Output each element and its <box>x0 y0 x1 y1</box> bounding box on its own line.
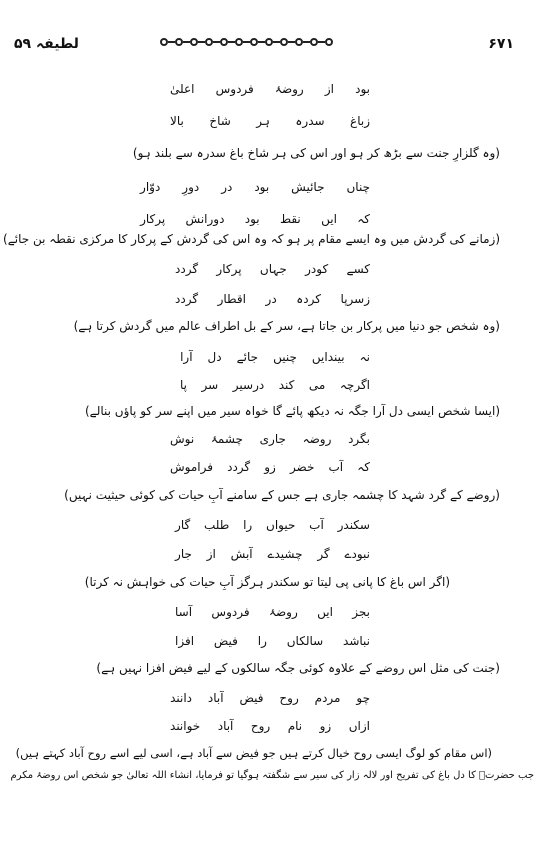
verse-word: ایں <box>317 605 333 619</box>
verse-word: اگرچہ <box>339 378 370 392</box>
verse-word: گردد <box>175 292 199 306</box>
verse-line <box>175 547 370 561</box>
verse-word: جائے <box>236 350 259 364</box>
translation-gloss: (اگر اس باغ کا پانی پی لیتا تو سکندر ہرگز آبِ حیات کی خواہش نہ کرتا) <box>84 575 450 589</box>
verse-word: بود <box>355 82 370 96</box>
verse-word: افزا <box>175 634 195 648</box>
verse-word: بجز <box>352 605 370 619</box>
verse-word: سر <box>201 378 219 392</box>
verse-word: کردہ <box>296 292 321 306</box>
translation-gloss: (جنت کی مثل اس روضے کے علاوہ کوئی جگہ سالکوں کے لیے فیض افزا نہیں ہے) <box>96 661 500 675</box>
verse-word: روح <box>250 719 271 733</box>
verse-word: را <box>243 518 253 532</box>
verse-line <box>170 82 370 96</box>
verse-word: در <box>265 292 277 306</box>
verse-word: اقطار <box>217 292 246 306</box>
verse-word: درسیر <box>232 378 265 392</box>
verse-word: فیض <box>239 691 264 705</box>
verse-word: در <box>221 180 233 194</box>
verse-word: سالکاں <box>286 634 324 648</box>
verse-word: را <box>257 634 267 648</box>
verse-word: از <box>206 547 216 561</box>
verse-line <box>140 180 370 194</box>
verse-line <box>175 634 370 648</box>
verse-word: گردد <box>175 262 199 276</box>
verse-word: سدرہ <box>295 114 325 128</box>
verse-word: نوش <box>170 432 195 446</box>
verse-word: دورانش <box>185 212 225 226</box>
verse-word: شاخ <box>209 114 231 128</box>
verse-word: فیض <box>213 634 238 648</box>
verse-line <box>175 262 370 276</box>
verse-word: ازاں <box>348 719 370 733</box>
verse-word: آباد <box>217 719 234 733</box>
verse-word: بود <box>244 212 260 226</box>
verse-word: آب <box>309 518 324 532</box>
translation-gloss: (روضے کے گرد شہد کا چشمہ جاری ہے جس کے سامنے آبِ حیات کی کوئی حیثیت نہیں) <box>64 488 500 502</box>
verse-word: مردم <box>314 691 341 705</box>
verse-word: آب <box>328 460 344 474</box>
verse-word: آرا <box>180 350 193 364</box>
verse-word: می <box>308 378 326 392</box>
verse-word: جائیش <box>291 180 325 194</box>
verse-word: بیندایں <box>311 350 345 364</box>
verse-word: آسا <box>175 605 193 619</box>
verse-word: حیواں <box>266 518 296 532</box>
verse-word: ایں <box>321 212 337 226</box>
header-ornament <box>160 38 333 46</box>
verse-word: پرکار <box>140 212 166 226</box>
verse-word: چنیں <box>273 350 297 364</box>
verse-word: جاری <box>259 432 286 446</box>
verse-word: دل <box>207 350 222 364</box>
verse-word: گار <box>175 518 191 532</box>
verse-word: روح <box>279 691 299 705</box>
verse-word: بالا <box>170 114 184 128</box>
verse-word: گردد <box>227 460 251 474</box>
verse-word: دوّار <box>140 180 161 194</box>
verse-word: فردوس <box>211 605 250 619</box>
verse-word: جہاں <box>259 262 287 276</box>
verse-word: کند <box>278 378 295 392</box>
verse-line <box>175 518 370 532</box>
verse-line <box>140 212 370 226</box>
verse-word: زباغ <box>350 114 370 128</box>
verse-line <box>180 350 370 364</box>
verse-word: چشمۂ <box>210 432 243 446</box>
verse-word: گر <box>317 547 330 561</box>
verse-word: اعلیٰ <box>170 82 195 96</box>
verse-line <box>175 605 370 619</box>
verse-word: کہ <box>357 460 370 474</box>
verse-word: روضہ <box>302 432 332 446</box>
verse-word: نباشد <box>343 634 370 648</box>
verse-word: کودر <box>305 262 329 276</box>
translation-gloss: (زمانے کی گردش میں وہ ایسے مقام پر ہو کہ وہ اس کی گردش کے پرکار کا مرکزی نقطہ بن جائے) <box>3 232 500 246</box>
page-number: ۶۷۱ <box>488 36 514 52</box>
verse-word: فردوس <box>215 82 254 96</box>
verse-word: خوانند <box>170 719 201 733</box>
verse-word: ہر <box>256 114 270 128</box>
verse-word: آباد <box>207 691 224 705</box>
verse-line <box>170 114 370 128</box>
verse-word: سکندر <box>337 518 370 532</box>
verse-word: چو <box>356 691 370 705</box>
verse-word: روضۂ <box>274 82 304 96</box>
verse-word: جار <box>175 547 192 561</box>
verse-word: کسے <box>346 262 370 276</box>
verse-word: نبودے <box>344 547 370 561</box>
verse-line <box>175 292 370 306</box>
verse-word: دورِ <box>182 180 200 194</box>
verse-word: روضۂ <box>268 605 298 619</box>
verse-word: بگرد <box>348 432 370 446</box>
verse-word: پرکار <box>216 262 242 276</box>
verse-line <box>170 432 370 446</box>
verse-line <box>180 378 370 392</box>
verse-line <box>170 691 370 705</box>
closing-line: جب حضرتؒ کا دل باغ کی تفریح اور لالہ زار کی سیر سے شگفتہ ہوگیا تو فرمایا، انشاء اللہ تعالیٰ جو شخص اس روضۂ مکرم <box>10 770 534 781</box>
translation-gloss: (وہ گلزارِ جنت سے بڑھ کر ہو اور اس کی ہر شاخ باغ سدرہ سے بلند ہو) <box>132 146 500 160</box>
verse-line <box>170 460 370 474</box>
verse-word: چشیدے <box>267 547 303 561</box>
chapter-title: لطیفہ ۵۹ <box>14 36 79 52</box>
verse-word: پا <box>180 378 188 392</box>
verse-word: زو <box>319 719 332 733</box>
verse-word: نقط <box>279 212 301 226</box>
verse-word: دانند <box>170 691 192 705</box>
verse-word: خضر <box>289 460 315 474</box>
translation-gloss: (اس مقام کو لوگ ایسی روح خیال کرتے ہیں جو فیض سے آباد ہے، اسی لیے اسے روح آباد کہتے ہیں) <box>15 746 492 760</box>
verse-word: چناں <box>346 180 370 194</box>
verse-word: کہ <box>357 212 370 226</box>
verse-word: از <box>324 82 334 96</box>
verse-word: طلب <box>203 518 230 532</box>
verse-word: آبش <box>230 547 253 561</box>
verse-word: نہ <box>359 350 370 364</box>
verse-word: بود <box>254 180 270 194</box>
verse-word: فراموش <box>170 460 213 474</box>
verse-word: زو <box>264 460 276 474</box>
verse-word: زسرپا <box>340 292 370 306</box>
translation-gloss: (ایسا شخص ایسی دل آرا جگہ نہ دیکھ پائے گا خواہ سیر میں اپنے سر کو پاؤں بنالے) <box>84 404 500 418</box>
verse-word: نام <box>287 719 303 733</box>
verse-line <box>170 719 370 733</box>
translation-gloss: (وہ شخص جو دنیا میں پرکار بن جاتا ہے، سر کے بل اطراف عالم میں گردش کرتا ہے) <box>73 319 500 333</box>
